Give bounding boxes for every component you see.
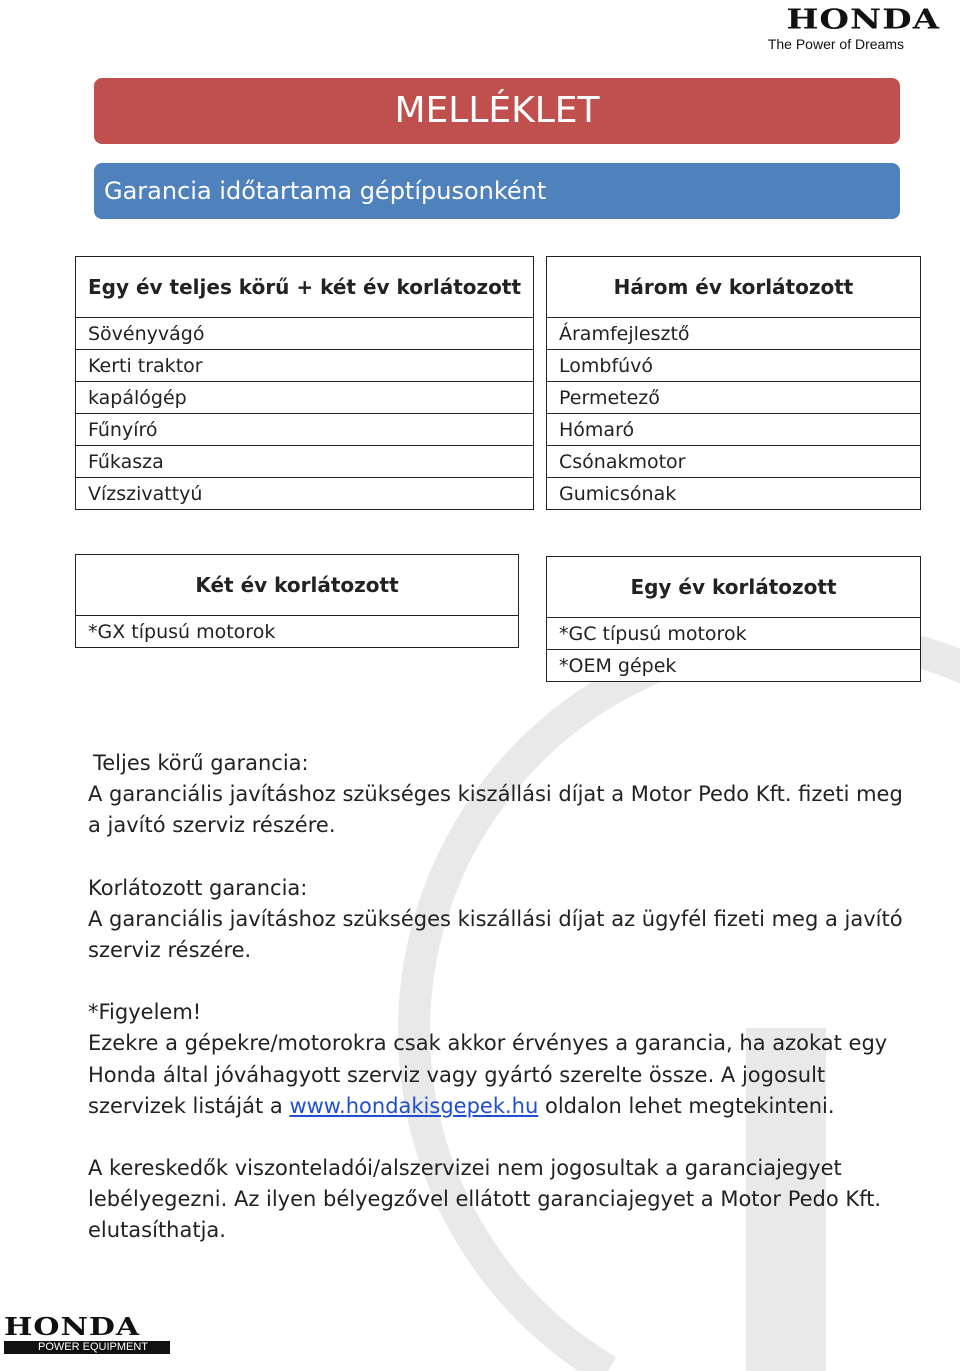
table-row: Lombfúvó [547, 350, 921, 382]
notice-title: *Figyelem! [88, 1000, 202, 1025]
honda-logo-top [726, 3, 940, 52]
table-header: Két év korlátozott [76, 555, 519, 616]
table-three-year [546, 256, 921, 510]
table-row: Vízszivattyú [76, 478, 534, 510]
table-row: Csónakmotor [547, 446, 921, 478]
limited-warranty-text: A garanciális javításhoz szükséges kiszállási díjat az ügyfél fizeti meg a javító szerviz részére. [88, 906, 903, 963]
table-header: Egy év korlátozott [547, 557, 921, 618]
footer-tagline: POWER EQUIPMENT [4, 1341, 170, 1354]
full-warranty-section [88, 748, 918, 842]
table-one-year-full [75, 256, 534, 510]
full-warranty-text: A garanciális javításhoz szükséges kiszállási díjat a Motor Pedo Kft. fizeti meg a javító szerviz részére. [88, 782, 903, 838]
warranty-text [88, 748, 918, 1278]
table-row: Gumicsónak [547, 478, 921, 510]
notice-text: Ezekre a gépekre/motorokra csak akkor érvényes a garancia, ha azokat egy Honda által jóváhagyott szerviz vagy gyártó szerelte össze. A jogosult szervizek listáját a [88, 1031, 888, 1118]
table-row: Hómaró [547, 414, 921, 446]
table-row: Sövényvágó [76, 318, 534, 350]
page-title: MELLÉKLET [94, 78, 900, 144]
brand-tagline: The Power of Dreams [767, 36, 904, 52]
table-row: *GX típusú motorok [76, 616, 519, 648]
table-row: Fűkasza [76, 446, 534, 478]
limited-warranty-section [88, 873, 918, 967]
dealer-section [88, 1153, 918, 1247]
table-row: Kerti traktor [76, 350, 534, 382]
full-warranty-title: Teljes körű garancia: [93, 751, 309, 775]
notice-text-end: oldalon lehet megtekinteni. [544, 1093, 835, 1118]
notice-section [88, 997, 918, 1122]
page-subtitle: Garancia időtartama géptípusonként [94, 163, 900, 219]
table-row: *GC típusú motorok [547, 618, 921, 650]
table-header: Egy év teljes körű + két év korlátozott [76, 257, 534, 318]
brand-name: HONDA [786, 3, 940, 36]
footer-brand: HONDA [4, 1312, 141, 1342]
table-row: Áramfejlesztő [547, 318, 921, 350]
honda-power-equipment-logo [4, 1312, 170, 1354]
service-list-link[interactable]: www.hondakisgepek.hu [289, 1093, 539, 1118]
table-header: Három év korlátozott [547, 257, 921, 318]
table-two-year [75, 554, 519, 648]
table-row: *OEM gépek [547, 650, 921, 682]
table-row: Fűnyíró [76, 414, 534, 446]
table-row: kapálógép [76, 382, 534, 414]
dealer-text: A kereskedők viszonteladói/alszervizei nem jogosultak a garanciajegyet lebélyegezni. Az ilyen bélyegzővel ellátott garanciajegyet a Motor Pedo Kft. elutasíthatja. [88, 1156, 882, 1243]
limited-warranty-title: Korlátozott garancia: [88, 875, 308, 900]
table-row: Permetező [547, 382, 921, 414]
table-one-year-limited [546, 556, 921, 682]
